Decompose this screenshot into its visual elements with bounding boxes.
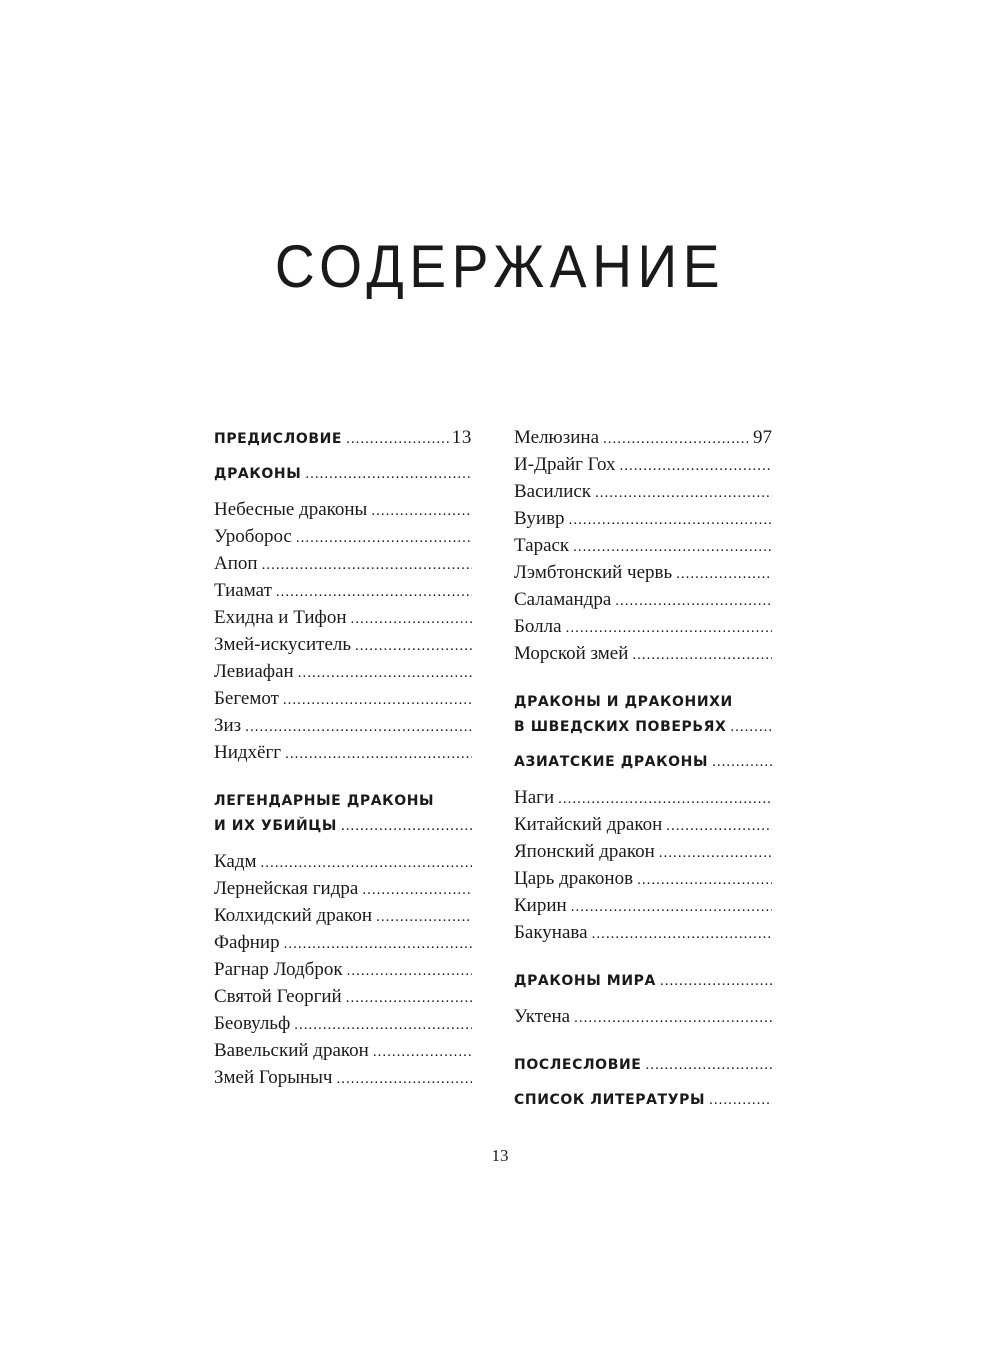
toc-section-label: ДРАКОНЫ МИРА xyxy=(514,973,656,989)
toc-section-world[interactable] xyxy=(514,969,772,994)
toc-entry[interactable] xyxy=(514,785,772,812)
dot-leader xyxy=(261,851,472,876)
dot-leader xyxy=(305,462,472,487)
dot-leader xyxy=(573,535,772,560)
toc-entry-label: Апоп xyxy=(214,553,258,574)
toc-entry[interactable] xyxy=(214,903,472,930)
dot-leader xyxy=(569,508,772,533)
toc-section-legendary-line1[interactable]: ЛЕГЕНДАРНЫЕ ДРАКОНЫ xyxy=(214,793,435,809)
toc-entry-label: Тараск xyxy=(514,535,570,556)
dot-leader xyxy=(284,932,472,957)
toc-entry-label: Бегемот xyxy=(214,688,279,709)
toc-entry-label: Небесные драконы xyxy=(214,499,368,520)
toc-section-legendary[interactable] xyxy=(214,814,472,839)
toc-entry[interactable] xyxy=(214,1011,472,1038)
dot-leader xyxy=(351,607,473,632)
dot-leader xyxy=(285,742,472,767)
dot-leader xyxy=(336,1067,472,1092)
toc-entry-label: Ехидна и Тифон xyxy=(214,607,347,628)
dot-leader xyxy=(371,499,472,524)
toc-entry[interactable] xyxy=(514,560,772,587)
toc-section-label: АЗИАТСКИЕ ДРАКОНЫ xyxy=(514,754,709,770)
toc-entry-label: Царь драконов xyxy=(514,868,634,889)
toc-entry[interactable] xyxy=(214,551,472,578)
toc-entry-label: Зиз xyxy=(214,715,242,736)
toc-section-bibliography[interactable] xyxy=(514,1088,772,1113)
page-title: СОДЕРЖАНИЕ xyxy=(274,233,726,300)
dot-leader xyxy=(355,634,472,659)
toc-entry-label: Лернейская гидра xyxy=(214,878,359,899)
dot-leader xyxy=(373,1040,472,1065)
dot-leader xyxy=(603,427,751,452)
toc-entry-label: Змей Горыныч xyxy=(214,1067,333,1088)
toc-entry[interactable] xyxy=(514,812,772,839)
dot-leader xyxy=(676,562,772,587)
toc-entry[interactable] xyxy=(214,957,472,984)
dot-leader xyxy=(341,814,472,839)
toc-entry[interactable] xyxy=(214,605,472,632)
toc-entry[interactable] xyxy=(514,866,772,893)
dot-leader xyxy=(346,986,472,1011)
toc-entry[interactable] xyxy=(514,452,772,479)
toc-entry[interactable] xyxy=(514,425,772,452)
toc-entry-label: Святой Георгий xyxy=(214,986,342,1007)
dot-leader xyxy=(659,841,772,866)
toc-right-column xyxy=(514,425,772,1113)
toc-entry[interactable] xyxy=(214,740,472,767)
toc-entry[interactable] xyxy=(214,1065,472,1092)
toc-entry[interactable] xyxy=(514,1004,772,1031)
toc-page-number: 97 xyxy=(753,427,772,448)
toc-section-afterword[interactable] xyxy=(514,1053,772,1078)
toc-page-number: 13 xyxy=(451,427,472,448)
toc-entry[interactable] xyxy=(214,713,472,740)
toc-entry[interactable] xyxy=(214,524,472,551)
toc-entry-label: Василиск xyxy=(514,481,592,502)
toc-entry[interactable] xyxy=(514,614,772,641)
toc-entry-label: Рагнар Лодброк xyxy=(214,959,343,980)
toc-entry[interactable] xyxy=(214,497,472,524)
dot-leader xyxy=(571,895,772,920)
dot-leader xyxy=(347,959,472,984)
dot-leader xyxy=(376,905,472,930)
toc-entry[interactable] xyxy=(514,839,772,866)
toc-entry[interactable] xyxy=(214,849,472,876)
dot-leader xyxy=(245,715,472,740)
toc-section-preface[interactable] xyxy=(214,425,472,452)
toc-entry-label: Лэмбтонский червь xyxy=(514,562,673,583)
toc-section-label: ПОСЛЕСЛОВИЕ xyxy=(514,1057,642,1073)
dot-leader xyxy=(666,814,772,839)
toc-entry[interactable] xyxy=(514,641,772,668)
dot-leader xyxy=(709,1088,772,1113)
toc-section-asian[interactable] xyxy=(514,750,772,775)
toc-entry-label: Фафнир xyxy=(214,932,280,953)
dot-leader xyxy=(637,868,772,893)
dot-leader xyxy=(615,589,772,614)
toc-entry-label: Кирин xyxy=(514,895,567,916)
dot-leader xyxy=(298,661,472,686)
toc-entry-label: Уроборос xyxy=(214,526,292,547)
dot-leader xyxy=(632,643,772,668)
toc-entry[interactable] xyxy=(214,984,472,1011)
toc-entry-label: Морской змей xyxy=(514,643,629,664)
toc-entry-label: Беовульф xyxy=(214,1013,291,1034)
page-number: 13 xyxy=(491,1146,509,1165)
dot-leader xyxy=(283,688,472,713)
toc-entry[interactable] xyxy=(514,533,772,560)
toc-section-swedish-line1[interactable]: ДРАКОНЫ И ДРАКОНИХИ xyxy=(514,694,733,710)
toc-entry-label: Левиафан xyxy=(214,661,294,682)
dot-leader xyxy=(346,427,450,452)
dot-leader xyxy=(276,580,472,605)
toc-entry-label: Японский дракон xyxy=(514,841,655,862)
toc-entry-label: И-Драйг Гох xyxy=(514,454,616,475)
toc-entry[interactable] xyxy=(214,1038,472,1065)
toc-entry-label: Вуивр xyxy=(514,508,565,529)
toc-section-swedish[interactable] xyxy=(514,715,772,740)
toc-section-label: ПРЕДИСЛОВИЕ xyxy=(214,431,343,447)
toc-entry[interactable] xyxy=(214,930,472,957)
toc-entry[interactable] xyxy=(514,479,772,506)
toc-entry-label: Уктена xyxy=(514,1006,571,1027)
toc-entry[interactable] xyxy=(514,920,772,947)
toc-entry[interactable] xyxy=(514,893,772,920)
dot-leader xyxy=(362,878,472,903)
dot-leader xyxy=(730,715,772,740)
dot-leader xyxy=(592,922,772,947)
toc-entry-label: Кадм xyxy=(214,851,257,872)
dot-leader xyxy=(645,1053,772,1078)
dot-leader xyxy=(620,454,773,479)
toc-entry[interactable] xyxy=(514,587,772,614)
toc-entry-label: Нидхёгг xyxy=(214,742,282,763)
toc-entry-label: Наги xyxy=(514,787,555,808)
dot-leader xyxy=(595,481,772,506)
toc-left-column xyxy=(214,425,472,1092)
toc-entry[interactable] xyxy=(514,506,772,533)
toc-section-label: И ИХ УБИЙЦЫ xyxy=(214,818,337,834)
dot-leader xyxy=(712,750,772,775)
toc-entry-label: Тиамат xyxy=(214,580,272,601)
toc-entry-label: Змей-искуситель xyxy=(214,634,352,655)
toc-entry-label: Саламандра xyxy=(514,589,612,610)
toc-section-label: ДРАКОНЫ xyxy=(214,466,302,482)
toc-entry[interactable] xyxy=(214,876,472,903)
dot-leader xyxy=(262,553,472,578)
dot-leader xyxy=(558,787,772,812)
toc-section-label: СПИСОК ЛИТЕРАТУРЫ xyxy=(514,1092,706,1108)
toc-entry-label: Мелюзина xyxy=(514,427,600,448)
dot-leader xyxy=(294,1013,472,1038)
toc-section-dragons[interactable] xyxy=(214,462,472,487)
dot-leader xyxy=(660,969,772,994)
toc-entry-label: Китайский дракон xyxy=(514,814,663,835)
toc-entry[interactable] xyxy=(214,659,472,686)
toc-entry-label: Вавельский дракон xyxy=(214,1040,369,1061)
dot-leader xyxy=(296,526,472,551)
toc-entry[interactable] xyxy=(214,632,472,659)
dot-leader xyxy=(566,616,772,641)
toc-entry[interactable] xyxy=(214,686,472,713)
toc-entry-label: Колхидский дракон xyxy=(214,905,373,926)
toc-entry[interactable] xyxy=(214,578,472,605)
toc-entry-label: Болла xyxy=(514,616,562,637)
dot-leader xyxy=(574,1006,772,1031)
toc-section-label: В ШВЕДСКИХ ПОВЕРЬЯХ xyxy=(514,719,727,735)
toc-entry-label: Бакунава xyxy=(514,922,588,943)
